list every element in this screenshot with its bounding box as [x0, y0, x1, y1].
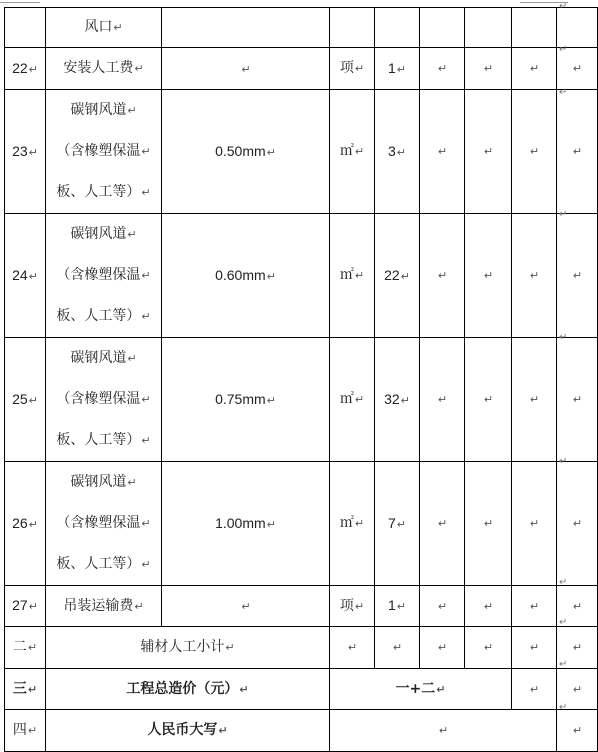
paragraph-mark-icon: ↵	[483, 145, 494, 158]
item-spec	[162, 586, 330, 627]
paragraph-mark-icon: ↵	[127, 476, 137, 489]
empty-cell	[420, 90, 465, 214]
paragraph-mark-icon: ↵	[134, 599, 144, 613]
item-quantity	[375, 48, 420, 90]
item-name	[46, 338, 162, 462]
paragraph-mark-icon: ↵	[572, 599, 583, 613]
item-name	[46, 462, 162, 586]
row-end-mark-icon: ↵	[559, 209, 568, 220]
item-quantity	[375, 338, 420, 462]
paragraph-mark-icon: ↵	[28, 269, 38, 283]
row-number	[5, 710, 46, 752]
paragraph-mark-icon: ↵	[127, 228, 137, 241]
paragraph-mark-icon: ↵	[437, 517, 448, 530]
item-name	[46, 8, 162, 48]
paragraph-mark-icon: ↵	[396, 600, 406, 613]
paragraph-mark-icon: ↵	[134, 62, 144, 75]
cell-text: （含橡塑保温	[56, 267, 141, 283]
paragraph-mark-icon: ↵	[483, 269, 494, 282]
table-row	[5, 586, 598, 627]
total-label	[46, 669, 330, 710]
paragraph-mark-icon: ↵	[529, 145, 540, 158]
row-end-mark-icon: ↵	[559, 577, 568, 588]
cell-text: 安装人工费	[63, 60, 134, 76]
amount-in-words-row	[5, 710, 598, 752]
paragraph-mark-icon: ↵	[141, 558, 151, 571]
cell-text: ㎡	[339, 143, 354, 159]
paragraph-mark-icon: ↵	[396, 517, 406, 531]
empty-cell	[465, 586, 512, 627]
empty-cell	[465, 462, 512, 586]
cell-text: 项	[339, 60, 354, 76]
paragraph-mark-icon: ↵	[225, 641, 235, 654]
cell-text: ㎡	[339, 515, 354, 531]
paragraph-mark-icon: ↵	[529, 393, 540, 406]
empty-cell	[420, 214, 465, 338]
cell-text: 板、人工等）	[56, 556, 141, 572]
cell-text: 碳钢风道	[70, 102, 127, 118]
empty-cell	[465, 338, 512, 462]
paragraph-mark-icon: ↵	[354, 62, 365, 75]
empty-cell	[420, 627, 465, 669]
paragraph-mark-icon: ↵	[396, 62, 406, 76]
item-name	[46, 90, 162, 214]
cell-text: 26	[12, 514, 28, 531]
paragraph-mark-icon: ↵	[529, 269, 540, 282]
paragraph-mark-icon: ↵	[572, 641, 583, 654]
empty-cell	[420, 462, 465, 586]
row-end-mark-icon: ↵	[559, 617, 568, 628]
item-spec	[162, 8, 330, 48]
paragraph-mark-icon: ↵	[354, 393, 365, 406]
paragraph-mark-icon: ↵	[438, 724, 449, 737]
empty-cell	[420, 8, 465, 48]
empty-cell	[512, 669, 557, 710]
item-spec	[162, 338, 330, 462]
table-row	[5, 338, 598, 462]
paragraph-mark-icon: ↵	[266, 269, 276, 283]
paragraph-mark-icon: ↵	[28, 62, 38, 76]
cell-text: 工程总造价（元）	[126, 680, 239, 697]
paragraph-mark-icon: ↵	[572, 393, 583, 406]
row-number	[5, 214, 46, 338]
cell-text: 项	[339, 597, 354, 614]
row-number	[5, 462, 46, 586]
empty-cell	[375, 627, 420, 669]
table-row	[5, 90, 598, 214]
cell-text: 碳钢风道	[70, 226, 127, 242]
empty-cell	[420, 586, 465, 627]
table-row	[5, 48, 598, 90]
paragraph-mark-icon: ↵	[347, 641, 358, 654]
cell-text: 24	[12, 266, 28, 283]
total-formula	[330, 669, 512, 710]
empty-cell	[512, 338, 557, 462]
cell-text: 碳钢风道	[70, 350, 127, 366]
paragraph-mark-icon: ↵	[396, 145, 406, 159]
cell-text: 22	[12, 59, 28, 76]
paragraph-mark-icon: ↵	[354, 599, 365, 613]
empty-cell	[420, 338, 465, 462]
paragraph-mark-icon: ↵	[113, 21, 123, 34]
empty-cell	[465, 627, 512, 669]
top-rule-left	[0, 2, 40, 3]
paragraph-mark-icon: ↵	[28, 600, 38, 613]
row-number	[5, 90, 46, 214]
cell-text: ㎡	[339, 391, 354, 407]
cell-text: ㎡	[339, 267, 354, 283]
paragraph-mark-icon: ↵	[392, 641, 403, 654]
paragraph-mark-icon: ↵	[141, 310, 151, 323]
cell-text: 23	[12, 142, 28, 159]
cell-text: 板、人工等）	[56, 308, 141, 324]
paragraph-mark-icon: ↵	[483, 641, 494, 654]
cell-text: 辅材人工小计	[140, 639, 225, 655]
row-end-mark-icon: ↵	[559, 87, 568, 98]
cost-table	[4, 7, 598, 752]
paragraph-mark-icon: ↵	[572, 682, 583, 696]
cell-text: （含橡塑保温	[56, 143, 141, 159]
cell-text: 32	[384, 390, 400, 407]
paragraph-mark-icon: ↵	[529, 641, 540, 654]
cell-text: （含橡塑保温	[56, 515, 141, 531]
row-number	[5, 627, 46, 669]
row-end-mark-icon: ↵	[559, 702, 568, 713]
item-unit	[330, 48, 375, 90]
paragraph-mark-icon: ↵	[27, 682, 38, 696]
cell-text: 27	[12, 597, 28, 613]
item-quantity	[375, 90, 420, 214]
paragraph-mark-icon: ↵	[28, 393, 38, 407]
empty-cell	[512, 627, 557, 669]
empty-cell	[512, 586, 557, 627]
empty-cell	[512, 90, 557, 214]
table-row	[5, 8, 598, 48]
empty-cell	[465, 8, 512, 48]
paragraph-mark-icon: ↵	[266, 517, 276, 531]
item-spec	[162, 90, 330, 214]
row-end-mark-icon: ↵	[559, 332, 568, 343]
paragraph-mark-icon: ↵	[437, 269, 448, 282]
row-number	[5, 586, 46, 627]
paragraph-mark-icon: ↵	[266, 145, 276, 159]
paragraph-mark-icon: ↵	[529, 62, 540, 75]
cell-text: 7	[387, 514, 396, 531]
paragraph-mark-icon: ↵	[241, 62, 251, 76]
subtotal-label	[46, 627, 330, 669]
paragraph-mark-icon: ↵	[354, 517, 365, 530]
paragraph-mark-icon: ↵	[28, 517, 38, 531]
paragraph-mark-icon: ↵	[572, 145, 583, 158]
paragraph-mark-icon: ↵	[141, 145, 151, 158]
empty-cell	[512, 48, 557, 90]
row-number	[5, 338, 46, 462]
empty-cell	[330, 627, 375, 669]
paragraph-mark-icon: ↵	[354, 269, 365, 282]
paragraph-mark-icon: ↵	[572, 269, 583, 282]
cell-text: 1	[387, 59, 396, 76]
page-top-rule	[0, 0, 568, 7]
total-row	[5, 669, 598, 710]
cell-text: 风口	[84, 19, 113, 35]
cell-text: 1.00mm	[215, 514, 266, 531]
paragraph-mark-icon: ↵	[572, 724, 583, 737]
empty-cell	[557, 214, 598, 338]
empty-cell	[557, 710, 598, 752]
item-unit	[330, 214, 375, 338]
cell-text: 0.75mm	[215, 390, 266, 407]
paragraph-mark-icon: ↵	[141, 186, 151, 199]
row-end-mark-icon: ↵	[559, 659, 568, 670]
paragraph-mark-icon: ↵	[437, 62, 448, 75]
paragraph-mark-icon: ↵	[437, 641, 448, 654]
item-quantity	[375, 586, 420, 627]
item-quantity	[375, 8, 420, 48]
empty-cell	[512, 462, 557, 586]
paragraph-mark-icon: ↵	[529, 599, 540, 613]
cell-text: 22	[384, 266, 400, 283]
words-value	[330, 710, 557, 752]
empty-cell	[465, 90, 512, 214]
cell-text: 吊装运输费	[63, 597, 134, 614]
paragraph-mark-icon: ↵	[436, 682, 446, 696]
table-row	[5, 462, 598, 586]
item-spec	[162, 462, 330, 586]
paragraph-mark-icon: ↵	[141, 393, 151, 406]
row-end-mark-icon: ↵	[559, 44, 568, 55]
empty-cell	[557, 462, 598, 586]
row-end-mark-icon: ↵	[559, 456, 568, 467]
empty-cell	[465, 214, 512, 338]
paragraph-mark-icon: ↵	[241, 600, 251, 613]
cell-text: 0.50mm	[215, 142, 266, 159]
paragraph-mark-icon: ↵	[27, 724, 38, 737]
paragraph-mark-icon: ↵	[437, 145, 448, 158]
cell-text: 二	[12, 639, 27, 655]
cell-text: 一+二	[395, 680, 436, 697]
paragraph-mark-icon: ↵	[483, 599, 494, 613]
paragraph-mark-icon: ↵	[141, 269, 151, 282]
paragraph-mark-icon: ↵	[27, 641, 38, 654]
cell-text: 碳钢风道	[70, 474, 127, 490]
row-number	[5, 669, 46, 710]
paragraph-mark-icon: ↵	[483, 517, 494, 530]
paragraph-mark-icon: ↵	[127, 104, 137, 117]
paragraph-mark-icon: ↵	[437, 393, 448, 406]
item-name	[46, 48, 162, 90]
empty-cell	[512, 8, 557, 48]
row-end-mark-icon: ↵	[559, 1, 568, 12]
paragraph-mark-icon: ↵	[141, 434, 151, 447]
paragraph-mark-icon: ↵	[218, 724, 228, 737]
empty-cell	[557, 338, 598, 462]
item-unit	[330, 462, 375, 586]
paragraph-mark-icon: ↵	[141, 517, 151, 530]
paragraph-mark-icon: ↵	[400, 393, 410, 407]
row-number	[5, 8, 46, 48]
cell-text: 人民币大写	[147, 722, 218, 738]
paragraph-mark-icon: ↵	[437, 599, 448, 613]
paragraph-mark-icon: ↵	[239, 682, 249, 696]
cell-text: 板、人工等）	[56, 184, 141, 200]
words-label	[46, 710, 330, 752]
empty-cell	[557, 87, 598, 214]
cell-text: 板、人工等）	[56, 432, 141, 448]
cell-text: （含橡塑保温	[56, 391, 141, 407]
paragraph-mark-icon: ↵	[483, 393, 494, 406]
item-unit	[330, 90, 375, 214]
item-spec	[162, 48, 330, 90]
item-quantity	[375, 214, 420, 338]
row-number	[5, 48, 46, 90]
item-unit	[330, 338, 375, 462]
item-quantity	[375, 462, 420, 586]
paragraph-mark-icon: ↵	[400, 269, 410, 283]
paragraph-mark-icon: ↵	[354, 145, 365, 158]
cell-text: 1	[387, 597, 396, 613]
paragraph-mark-icon: ↵	[127, 352, 137, 365]
item-unit	[330, 586, 375, 627]
empty-cell	[557, 8, 598, 48]
subtotal-row	[5, 627, 598, 669]
cell-text: 四	[12, 722, 27, 738]
cell-text: 25	[12, 390, 28, 407]
item-name	[46, 586, 162, 627]
paragraph-mark-icon: ↵	[266, 393, 276, 407]
paragraph-mark-icon: ↵	[529, 517, 540, 530]
cell-text: 三	[12, 680, 27, 697]
item-unit	[330, 8, 375, 48]
paragraph-mark-icon: ↵	[529, 682, 540, 696]
paragraph-mark-icon: ↵	[483, 62, 494, 75]
empty-cell	[420, 48, 465, 90]
item-name	[46, 214, 162, 338]
cell-text: 3	[387, 142, 396, 159]
table-row	[5, 214, 598, 338]
paragraph-mark-icon: ↵	[572, 517, 583, 530]
empty-cell	[465, 48, 512, 90]
empty-cell	[512, 214, 557, 338]
item-spec	[162, 214, 330, 338]
cell-text: 0.60mm	[215, 266, 266, 283]
paragraph-mark-icon: ↵	[28, 145, 38, 159]
paragraph-mark-icon: ↵	[572, 62, 583, 75]
